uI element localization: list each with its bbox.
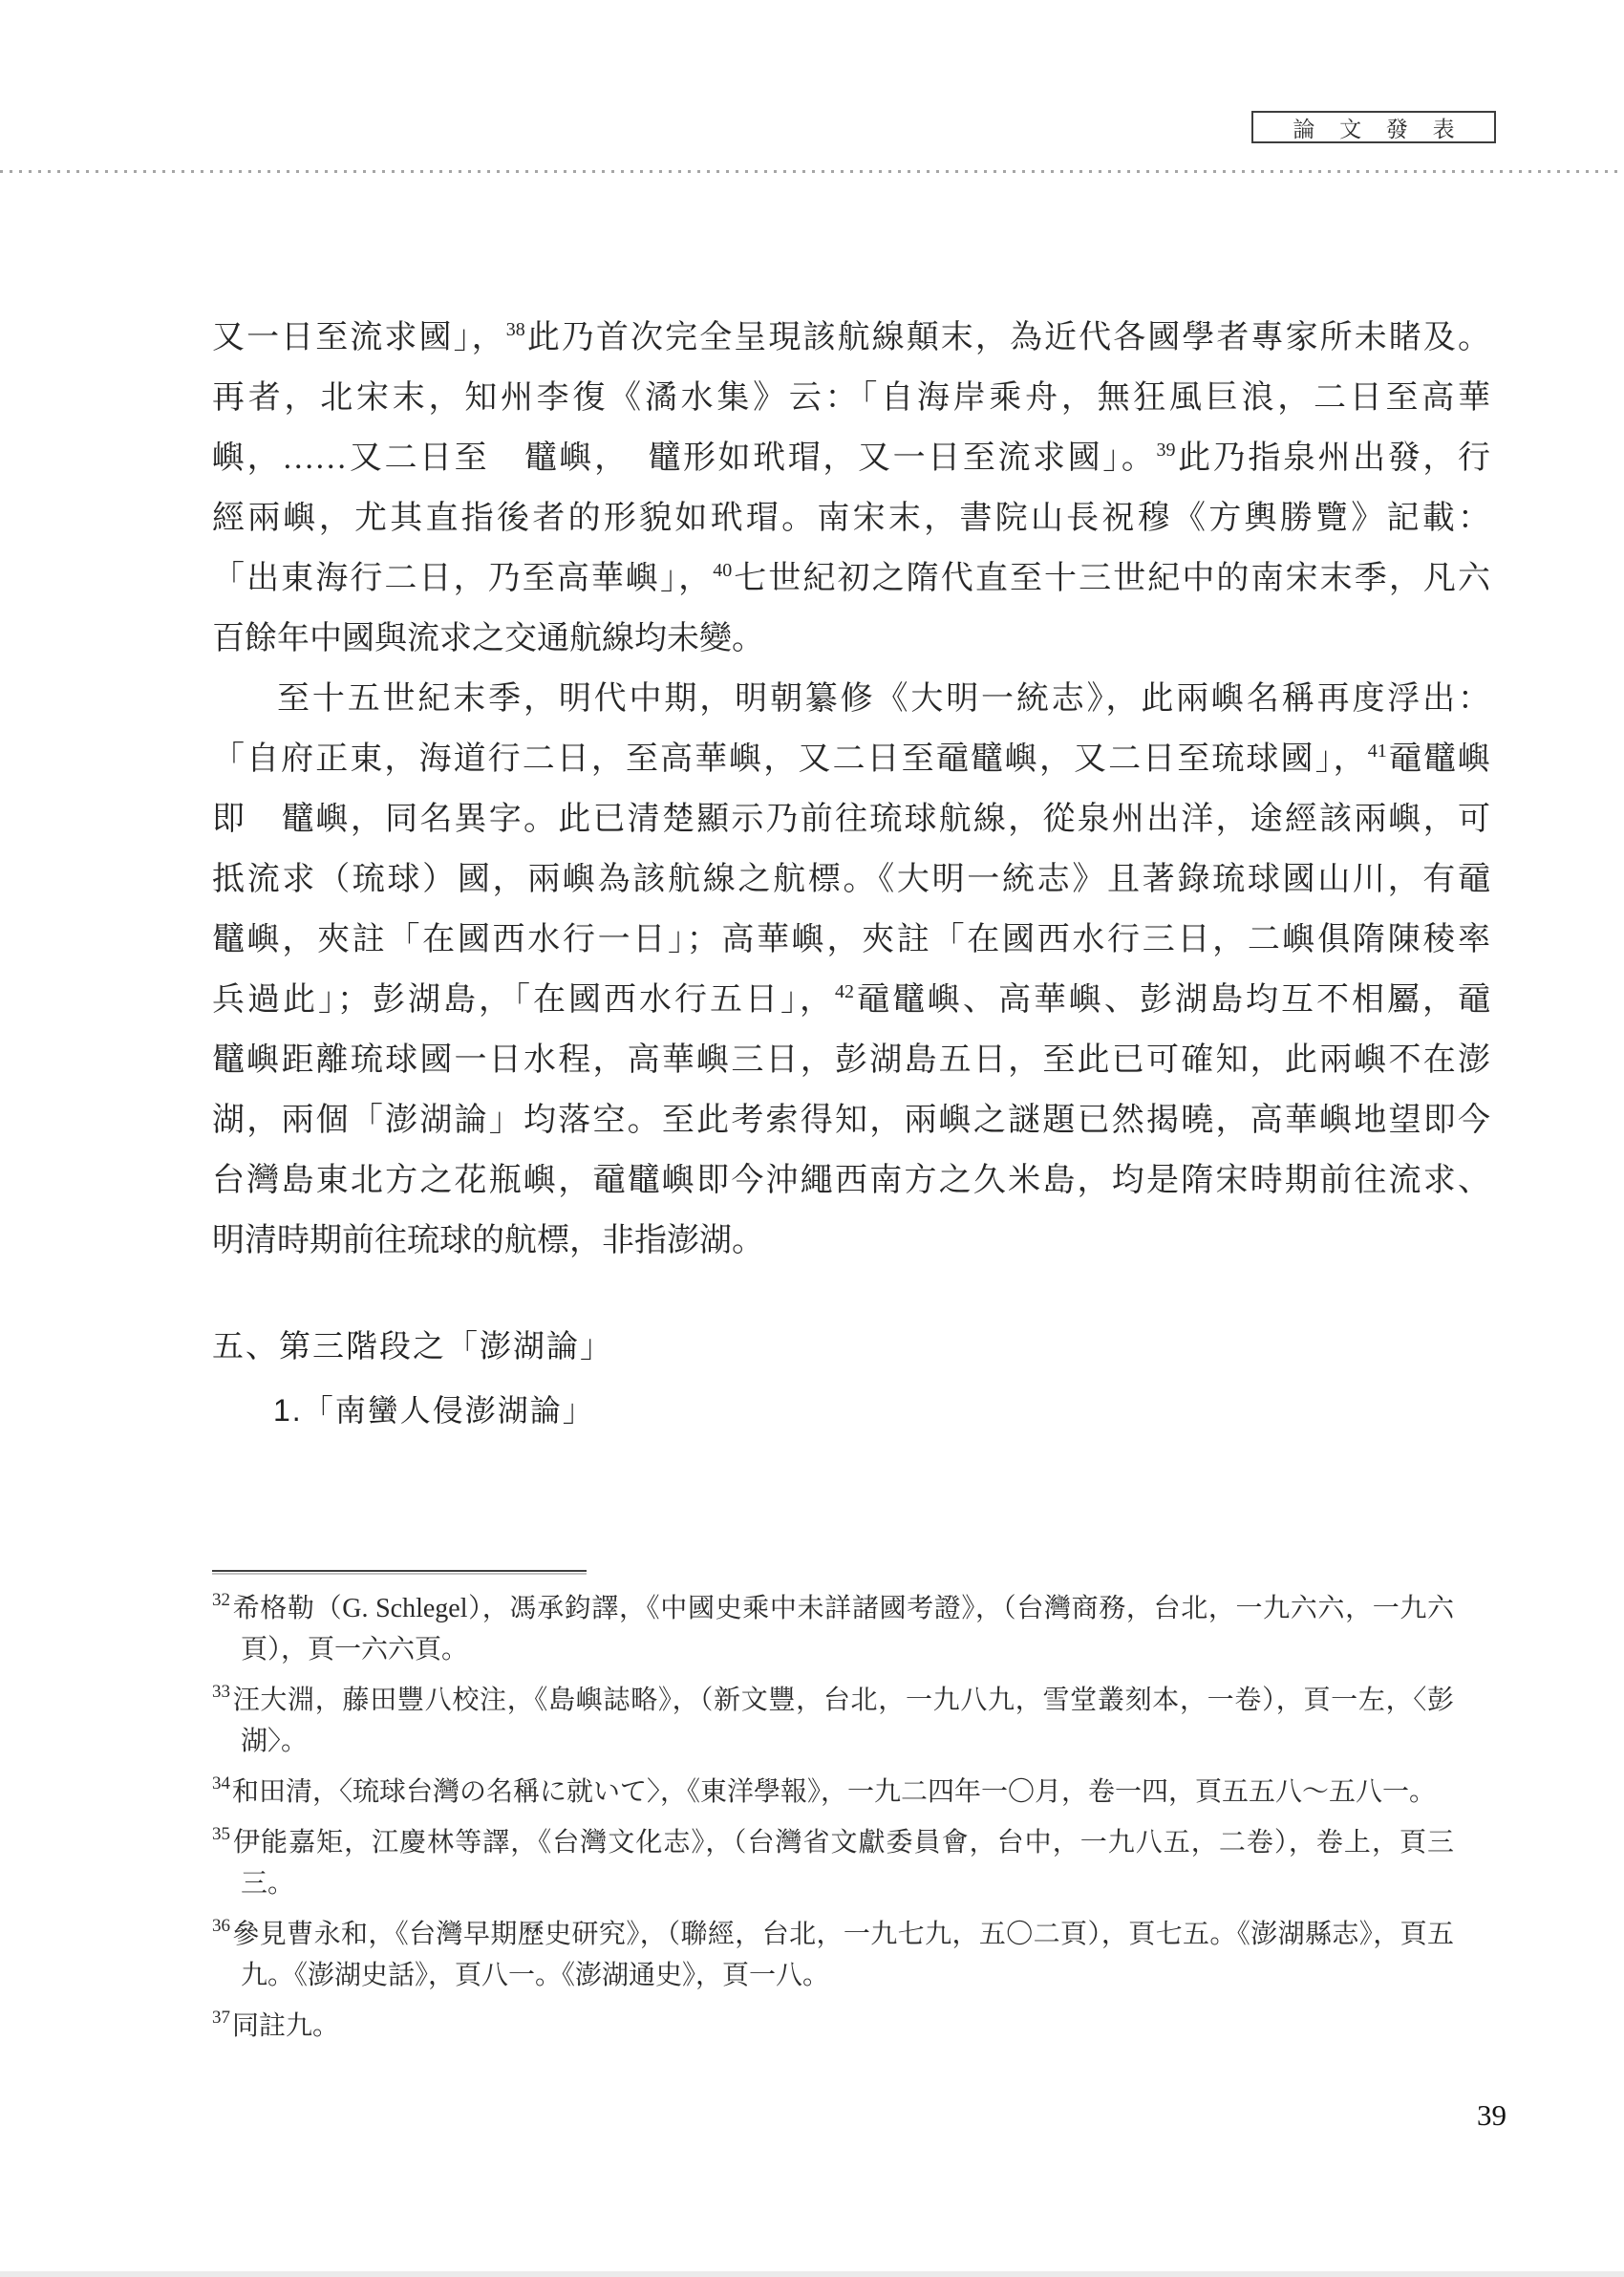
footnote-text: 參見曹永和，《台灣早期歷史研究》，（聯經，台北，一九七九，五〇二頁），頁七五。《澎湖縣志》，頁五九。《澎湖史話》，頁八一。《澎湖通史》，頁一八。 [232, 1920, 1454, 1990]
footnote-number: 34 [212, 1773, 230, 1794]
scan-bottom-edge [0, 2271, 1624, 2277]
body-line: 兵過此」；彭湖島，「在國西水行五日」，$^{42}$黿鼊嶼、高華嶼、彭湖島均互不相屬，黿 [212, 981, 1490, 1018]
running-head-label: 論 文 發 表 [1293, 117, 1464, 141]
body-line: 至十五世紀末季，明代中期，明朝纂修《大明一統志》，此兩嶼名稱再度浮出： [277, 681, 1490, 717]
footnote-number: 37 [212, 2008, 230, 2028]
footnote-text: 希格勒（G. Schlegel），馮承鈞譯，《中國史乘中未詳諸國考證》，（台灣商務，台北，一九六六，一九六頁），頁一六六頁。 [232, 1594, 1454, 1665]
body-line: 鼊嶼，夾註「在國西水行一日」；高華嶼，夾註「在國西水行三日，二嶼俱隋陳稜率 [212, 922, 1490, 957]
footnote-text: 汪大淵，藤田豐八校注，《島嶼誌略》，（新文豐，台北，一九八九，雪堂叢刻本，一卷），頁一左，〈彭湖〉。 [232, 1686, 1454, 1756]
body-line: 台灣島東北方之花瓶嶼，黿鼊嶼即今沖繩西南方之久米島，均是隋宋時期前往流求、 [212, 1163, 1490, 1198]
footnote [212, 1822, 1454, 1904]
footnote-number: 35 [212, 1824, 230, 1844]
footnote [212, 1588, 1454, 1670]
running-head-box [1251, 111, 1496, 143]
body-line: 湖，兩個「澎湖論」均落空。至此考索得知，兩嶼之謎題已然揭曉，高華嶼地望即今 [212, 1103, 1490, 1138]
footnote-number: 33 [212, 1682, 230, 1702]
footnote-ref-39: 39 [1156, 440, 1176, 461]
body-line: 百餘年中國與流求之交通航線均未變。 [212, 621, 764, 656]
header-dotted-divider [0, 170, 1624, 173]
footnote-number: 32 [212, 1590, 230, 1610]
subsection-heading: 1.「南蠻人侵澎湖論」 [273, 1393, 595, 1428]
footnote-text: 伊能嘉矩，江慶林等譯，《台灣文化志》，（台灣省文獻委員會，台中，一九八五，二卷），卷上，頁三三。 [232, 1828, 1454, 1899]
footnote-text: 和田清，〈琉球台灣の名稱に就いて〉，《東洋學報》，一九二四年一〇月，卷一四，頁五五八～五八一。 [232, 1777, 1437, 1807]
page-number: 39 [1477, 2098, 1506, 2132]
body-line: 嶼，……又二日至 鼊嶼， 鼊形如玳瑁，又一日至流求國」。$^{39}$此乃指泉州出發，行 [212, 440, 1490, 476]
body-line: 抵流求（琉球）國，兩嶼為該航線之航標。《大明一統志》且著錄琉球國山川，有黿 [212, 862, 1490, 897]
body-line: 再者，北宋末，知州李復《潏水集》云：「自海岸乘舟，無狂風巨浪，二日至高華 [212, 380, 1490, 416]
body-line: 明清時期前往琉球的航標，非指澎湖。 [212, 1223, 764, 1258]
footnote [212, 2006, 1454, 2047]
footnote [212, 1914, 1454, 1996]
body-line: 又一日至流求國」，$^{38}$此乃首次完全呈現該航線顛末，為近代各國學者專家所未睹及。 [212, 319, 1491, 355]
footnote [212, 1772, 1454, 1813]
footnote-number: 36 [212, 1916, 230, 1936]
body-line: 鼊嶼距離琉球國一日水程，高華嶼三日，彭湖島五日，至此已可確知，此兩嶼不在澎 [212, 1042, 1490, 1078]
footnote-ref-38: 38 [505, 319, 525, 340]
body-line: 「自府正東，海道行二日，至高華嶼，又二日至黿鼊嶼，又二日至琉球國」，$^{41}$黿鼊嶼 [212, 741, 1491, 777]
body-line: 「出東海行二日，乃至高華嶼」，$^{40}$七世紀初之隋代直至十三世紀中的南宋末季，凡六 [212, 560, 1491, 596]
footnote-divider [212, 1570, 587, 1572]
footnote [212, 1680, 1454, 1762]
footnotes [212, 1588, 1454, 2056]
body-text [212, 308, 1490, 1271]
footnote-ref-41: 41 [1367, 741, 1387, 762]
body-line: 即 鼊嶼，同名異字。此已清楚顯示乃前往琉球航線，從泉州出洋，途經該兩嶼，可 [212, 802, 1490, 837]
footnote-ref-42: 42 [835, 981, 854, 1002]
body-line: 經兩嶼，尤其直指後者的形貌如玳瑁。南宋末，書院山長祝穆《方輿勝覽》記載： [212, 501, 1490, 536]
footnote-ref-40: 40 [713, 560, 733, 581]
footnote-text: 同註九。 [232, 2011, 340, 2041]
section-heading: 五、第三階段之「澎湖論」 [212, 1328, 613, 1364]
